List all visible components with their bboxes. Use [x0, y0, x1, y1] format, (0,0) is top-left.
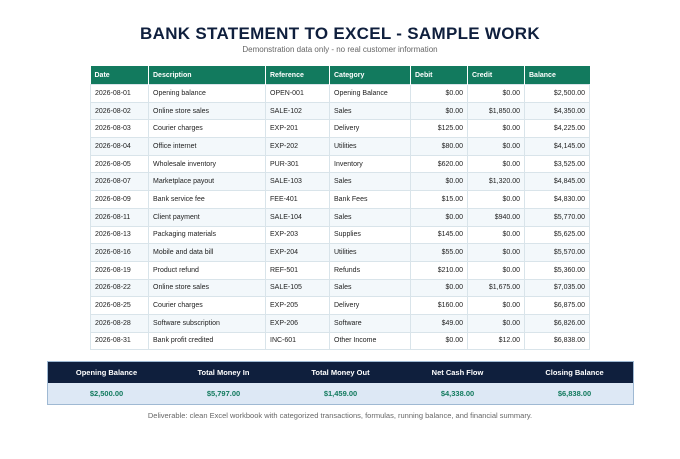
cell-category: Sales — [330, 279, 411, 297]
cell-description: Bank service fee — [149, 191, 266, 209]
cell-balance: $5,570.00 — [525, 244, 590, 262]
cell-reference: OPEN-001 — [266, 85, 330, 103]
cell-category: Delivery — [330, 297, 411, 315]
transactions-table — [90, 66, 590, 350]
cell-balance: $5,360.00 — [525, 261, 590, 279]
cell-debit: $55.00 — [411, 244, 468, 262]
cell-description: Product refund — [149, 261, 266, 279]
cell-debit: $49.00 — [411, 314, 468, 332]
cell-category: Sales — [330, 208, 411, 226]
cell-date: 2026-08-01 — [91, 85, 149, 103]
cell-debit: $0.00 — [411, 85, 468, 103]
summary-value-total-money-in: $5,797.00 — [206, 389, 241, 398]
cell-reference: REF-501 — [266, 261, 330, 279]
cell-category: Software — [330, 314, 411, 332]
cell-balance: $6,826.00 — [525, 314, 590, 332]
table-row — [91, 138, 590, 156]
column-header-reference: Reference — [266, 66, 330, 85]
cell-balance: $4,145.00 — [525, 138, 590, 156]
cell-date: 2026-08-02 — [91, 102, 149, 120]
table-row — [91, 85, 590, 103]
summary-label-closing-balance: Closing Balance — [545, 368, 604, 377]
cell-date: 2026-08-13 — [91, 226, 149, 244]
cell-description: Courier charges — [149, 297, 266, 315]
cell-date: 2026-08-07 — [91, 173, 149, 191]
cell-credit: $0.00 — [468, 85, 525, 103]
cell-credit: $0.00 — [468, 261, 525, 279]
cell-credit: $0.00 — [468, 120, 525, 138]
cell-credit: $0.00 — [468, 226, 525, 244]
cell-description: Opening balance — [149, 85, 266, 103]
table-row — [91, 297, 590, 315]
cell-category: Supplies — [330, 226, 411, 244]
summary-label-total-money-in: Total Money In — [197, 368, 250, 377]
column-header-category: Category — [330, 66, 411, 85]
cell-category: Sales — [330, 102, 411, 120]
summary-values-row — [48, 383, 633, 404]
cell-debit: $0.00 — [411, 279, 468, 297]
cell-date: 2026-08-22 — [91, 279, 149, 297]
cell-description: Courier charges — [149, 120, 266, 138]
column-header-balance: Balance — [525, 66, 590, 85]
footer-note: Deliverable: clean Excel workbook with categorized transactions, formulas, running balance, and financial summary. — [147, 411, 533, 420]
table-row — [91, 226, 590, 244]
cell-category: Sales — [330, 173, 411, 191]
cell-balance: $5,625.00 — [525, 226, 590, 244]
cell-balance: $7,035.00 — [525, 279, 590, 297]
column-header-date: Date — [91, 66, 149, 85]
summary-value-opening-balance: $2,500.00 — [89, 389, 124, 398]
cell-credit: $1,850.00 — [468, 102, 525, 120]
cell-balance: $2,500.00 — [525, 85, 590, 103]
table-row — [91, 261, 590, 279]
column-header-description: Description — [149, 66, 266, 85]
cell-debit: $0.00 — [411, 208, 468, 226]
cell-reference: EXP-201 — [266, 120, 330, 138]
table-row — [91, 208, 590, 226]
cell-description: Bank profit credited — [149, 332, 266, 350]
cell-reference: FEE-401 — [266, 191, 330, 209]
cell-date: 2026-08-09 — [91, 191, 149, 209]
cell-date: 2026-08-16 — [91, 244, 149, 262]
cell-description: Wholesale inventory — [149, 155, 266, 173]
cell-reference: PUR-301 — [266, 155, 330, 173]
cell-description: Packaging materials — [149, 226, 266, 244]
cell-date: 2026-08-31 — [91, 332, 149, 350]
cell-credit: $1,320.00 — [468, 173, 525, 191]
cell-reference: INC-601 — [266, 332, 330, 350]
table-row — [91, 314, 590, 332]
cell-reference: SALE-104 — [266, 208, 330, 226]
cell-date: 2026-08-25 — [91, 297, 149, 315]
table-row — [91, 120, 590, 138]
page-subtitle: Demonstration data only - no real customer information — [242, 45, 438, 54]
column-header-credit: Credit — [468, 66, 525, 85]
cell-description: Office internet — [149, 138, 266, 156]
cell-category: Utilities — [330, 138, 411, 156]
transactions-body — [91, 85, 590, 350]
cell-description: Mobile and data bill — [149, 244, 266, 262]
cell-reference: EXP-206 — [266, 314, 330, 332]
table-row — [91, 191, 590, 209]
cell-credit: $12.00 — [468, 332, 525, 350]
cell-debit: $125.00 — [411, 120, 468, 138]
cell-description: Online store sales — [149, 102, 266, 120]
cell-debit: $0.00 — [411, 173, 468, 191]
cell-category: Other Income — [330, 332, 411, 350]
cell-date: 2026-08-11 — [91, 208, 149, 226]
cell-reference: SALE-105 — [266, 279, 330, 297]
cell-debit: $210.00 — [411, 261, 468, 279]
cell-category: Bank Fees — [330, 191, 411, 209]
cell-credit: $940.00 — [468, 208, 525, 226]
table-row — [91, 155, 590, 173]
cell-category: Opening Balance — [330, 85, 411, 103]
summary-value-net-cash-flow: $4,338.00 — [440, 389, 475, 398]
cell-balance: $5,770.00 — [525, 208, 590, 226]
cell-date: 2026-08-28 — [91, 314, 149, 332]
cell-reference: SALE-103 — [266, 173, 330, 191]
cell-credit: $0.00 — [468, 314, 525, 332]
summary-header-row — [48, 362, 633, 383]
cell-reference: EXP-204 — [266, 244, 330, 262]
cell-balance: $4,225.00 — [525, 120, 590, 138]
summary-label-total-money-out: Total Money Out — [311, 368, 370, 377]
cell-date: 2026-08-03 — [91, 120, 149, 138]
summary-label-opening-balance: Opening Balance — [75, 368, 138, 377]
cell-category: Delivery — [330, 120, 411, 138]
cell-debit: $0.00 — [411, 102, 468, 120]
cell-date: 2026-08-05 — [91, 155, 149, 173]
cell-reference: EXP-202 — [266, 138, 330, 156]
cell-reference: EXP-203 — [266, 226, 330, 244]
cell-debit: $15.00 — [411, 191, 468, 209]
table-row — [91, 244, 590, 262]
cell-category: Utilities — [330, 244, 411, 262]
cell-balance: $3,525.00 — [525, 155, 590, 173]
table-row — [91, 173, 590, 191]
cell-credit: $0.00 — [468, 297, 525, 315]
cell-description: Software subscription — [149, 314, 266, 332]
cell-description: Marketplace payout — [149, 173, 266, 191]
cell-credit: $0.00 — [468, 155, 525, 173]
cell-balance: $4,845.00 — [525, 173, 590, 191]
table-row — [91, 332, 590, 350]
summary-value-total-money-out: $1,459.00 — [323, 389, 358, 398]
cell-date: 2026-08-19 — [91, 261, 149, 279]
cell-description: Online store sales — [149, 279, 266, 297]
cell-balance: $4,350.00 — [525, 102, 590, 120]
table-row — [91, 102, 590, 120]
cell-balance: $4,830.00 — [525, 191, 590, 209]
financial-summary — [47, 361, 634, 405]
cell-balance: $6,875.00 — [525, 297, 590, 315]
cell-reference: EXP-205 — [266, 297, 330, 315]
summary-value-closing-balance: $6,838.00 — [557, 389, 592, 398]
table-row — [91, 279, 590, 297]
cell-date: 2026-08-04 — [91, 138, 149, 156]
page-title: BANK STATEMENT TO EXCEL - SAMPLE WORK — [140, 24, 540, 43]
cell-debit: $145.00 — [411, 226, 468, 244]
cell-debit: $80.00 — [411, 138, 468, 156]
cell-reference: SALE-102 — [266, 102, 330, 120]
cell-balance: $6,838.00 — [525, 332, 590, 350]
cell-debit: $620.00 — [411, 155, 468, 173]
cell-debit: $0.00 — [411, 332, 468, 350]
cell-credit: $0.00 — [468, 138, 525, 156]
cell-description: Client payment — [149, 208, 266, 226]
summary-label-net-cash-flow: Net Cash Flow — [431, 368, 484, 377]
table-header-row — [91, 66, 590, 85]
cell-debit: $160.00 — [411, 297, 468, 315]
cell-credit: $0.00 — [468, 244, 525, 262]
cell-category: Inventory — [330, 155, 411, 173]
cell-credit: $0.00 — [468, 191, 525, 209]
cell-category: Refunds — [330, 261, 411, 279]
cell-credit: $1,675.00 — [468, 279, 525, 297]
column-header-debit: Debit — [411, 66, 468, 85]
